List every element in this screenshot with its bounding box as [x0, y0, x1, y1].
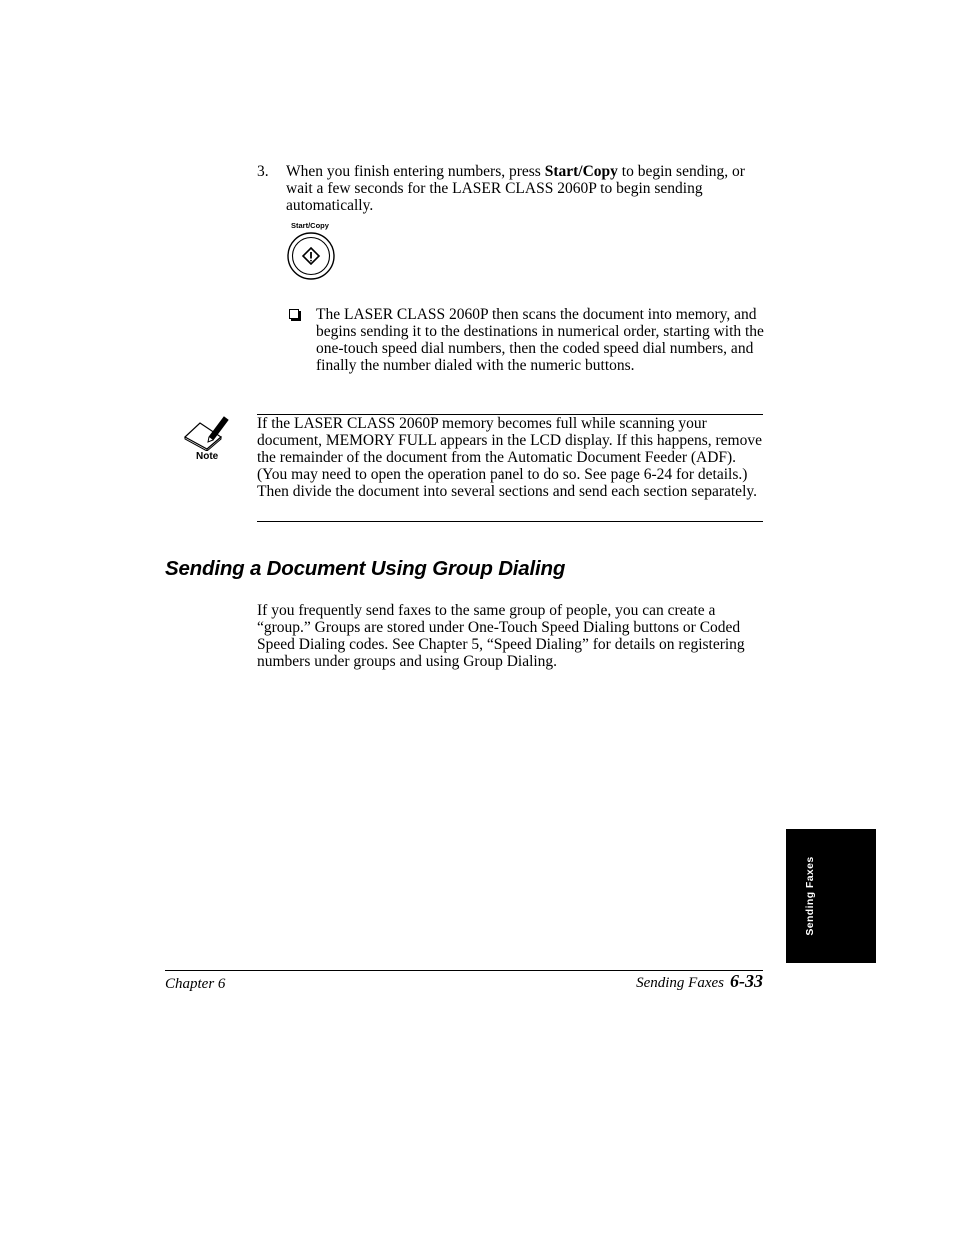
- note-rule-bottom: [257, 521, 763, 522]
- step-number: 3.: [257, 163, 269, 180]
- section-paragraph: If you frequently send faxes to the same group of people, you can create a “group.” Groups are stored under One-Touch Speed Dialing buttons or Coded Speed Dialing codes. See Chapter 5, “Speed Dialing” for details on registering numbers under groups and using Group Dialing.: [257, 602, 745, 670]
- footer-right: [636, 973, 763, 992]
- footer-chapter: Chapter 6: [165, 976, 226, 992]
- step-text-before: When you finish entering numbers, press: [286, 163, 545, 180]
- step-text: [286, 163, 764, 214]
- note-pencil-icon: [183, 415, 231, 451]
- chapter-side-tab: [786, 829, 876, 963]
- start-diamond-icon: [286, 231, 336, 281]
- step-text-after: to begin sending, or wait a few seconds for the LASER CLASS 2060P to begin sending automatically.: [286, 163, 745, 214]
- footer-section: Sending Faxes: [636, 975, 724, 991]
- side-tab-label: Sending Faxes: [804, 856, 816, 936]
- footer-rule: [165, 970, 763, 971]
- bullet-text: The LASER CLASS 2060P then scans the document into memory, and begins sending it to the destinations in numerical order, starting with the one-touch speed dial numbers, then the coded speed dial numbers, and finally the number dialed with the numeric buttons.: [316, 306, 764, 374]
- section-heading: Sending a Document Using Group Dialing: [165, 557, 566, 580]
- start-copy-button-label: Start/Copy: [291, 221, 329, 230]
- note-label: Note: [196, 451, 219, 462]
- page-number: 6-33: [730, 971, 763, 991]
- start-copy-button-name: Start/Copy: [544, 163, 618, 180]
- checkbox-bullet-icon: [289, 309, 299, 319]
- note-text: If the LASER CLASS 2060P memory becomes full while scanning your document, MEMORY FULL appears in the LCD display. If this happens, remove the remainder of the document from the Automatic Document Feeder (ADF). (You may need to open the operation panel to do so. See page 6-24 for details.) Then divide the document into several sections and send each section separately.: [257, 415, 762, 500]
